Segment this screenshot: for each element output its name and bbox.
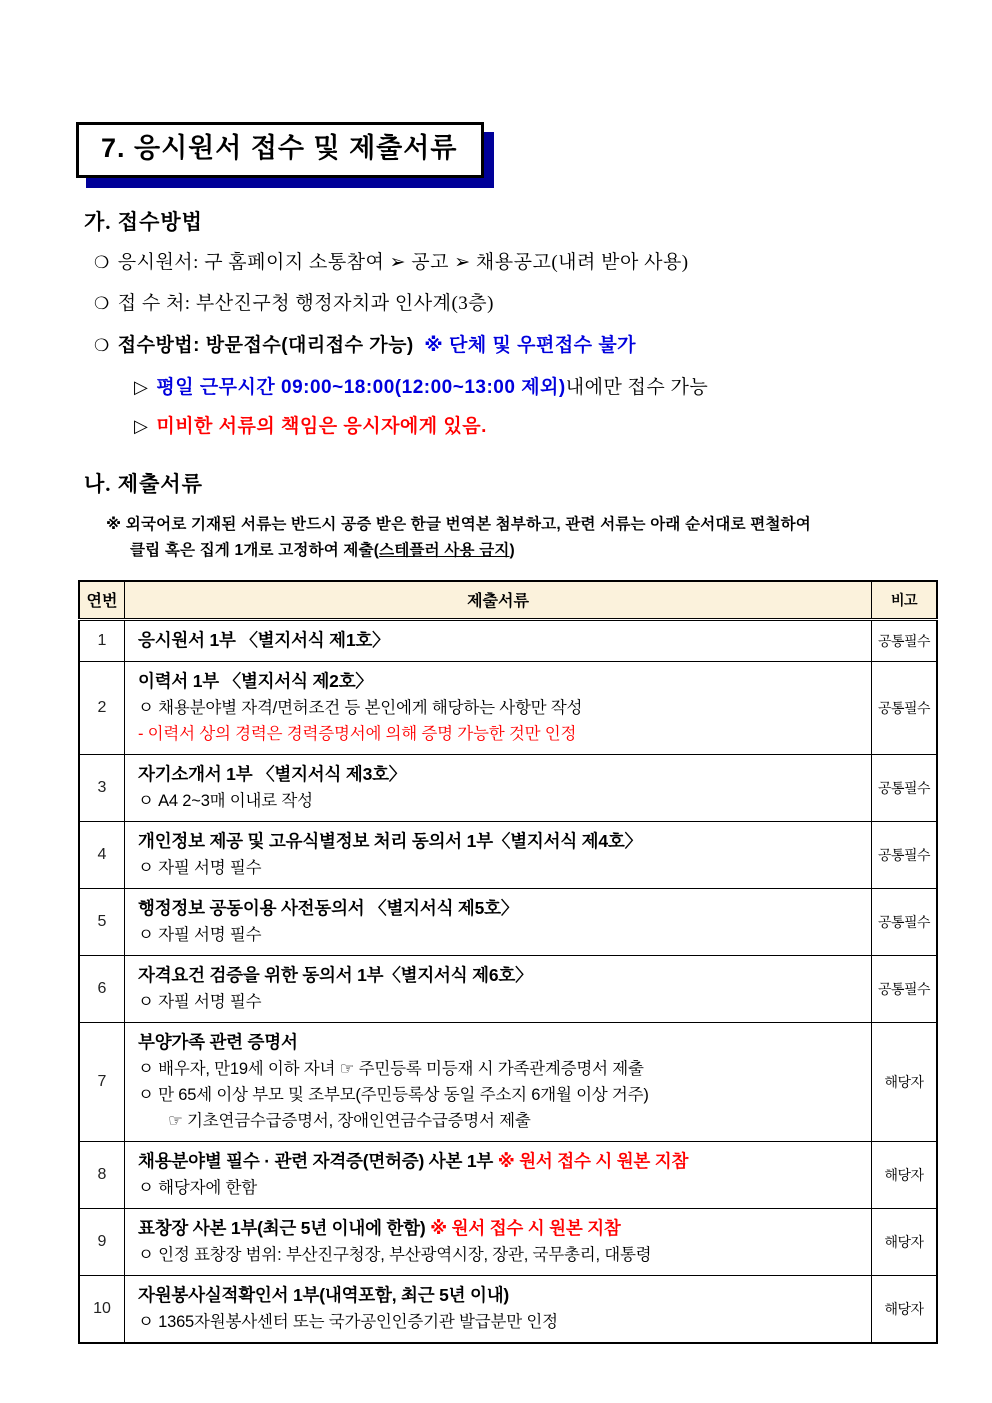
table-row [79, 661, 937, 754]
row-documents [125, 1275, 872, 1343]
row-remark: 해당자 [872, 1275, 938, 1343]
header-number: 연번 [79, 581, 125, 620]
circle-bullet-icon: ❍ [94, 335, 110, 355]
row-documents [125, 661, 872, 754]
note-line-2 [106, 538, 936, 564]
doc-line-sub: ㅇ 인정 표창장 범위: 부산진구청장, 부산광역시장, 장관, 국무총리, 대통령 [138, 1245, 652, 1264]
doc-line-indent: ☞ 기초연금수급증명서, 장애인연금수급증명서 제출 [168, 1111, 531, 1130]
documents-table-head [79, 581, 937, 620]
doc-line-sub: ㅇ 자필 서명 필수 [138, 858, 262, 877]
bring-original-note: ※ 원서 접수 시 원본 지참 [493, 1150, 689, 1171]
row-number: 7 [79, 1022, 125, 1141]
doc-line-sub: ㅇ 1365자원봉사센터 또는 국가공인인증기관 발급분만 인정 [138, 1312, 558, 1331]
section-b-heading: 나. 제출서류 [84, 471, 203, 496]
row-remark: 공통필수 [872, 619, 938, 661]
row-documents [125, 619, 872, 661]
note-text-2: 클립 혹은 집게 1개로 고정하여 제출( [130, 541, 380, 559]
doc-line-title: 자격요건 검증을 위한 동의서 1부〈별지서식 제6호〉 [138, 964, 533, 985]
header-row [79, 581, 937, 620]
row-number: 6 [79, 955, 125, 1022]
bullet-application-form [94, 250, 936, 276]
doc-line-title: 자기소개서 1부 〈별지서식 제3호〉 [138, 763, 407, 784]
reference-mark-icon: ※ [106, 515, 122, 533]
row-number: 9 [79, 1208, 125, 1275]
row-number: 5 [79, 888, 125, 955]
documents-table-body [79, 619, 937, 1343]
triangle-bullet-icon: ▷ [134, 416, 149, 437]
row-remark: 공통필수 [872, 821, 938, 888]
subitem-responsibility [134, 414, 936, 440]
table-row [79, 1141, 937, 1208]
row-remark: 공통필수 [872, 754, 938, 821]
table-row [79, 1208, 937, 1275]
row-remark: 공통필수 [872, 888, 938, 955]
office-hours-text: 평일 근무시간 09:00~18:00(12:00~13:00 제외) [156, 376, 566, 398]
table-row [79, 1275, 937, 1343]
submission-note [106, 512, 936, 564]
doc-line-red: - 이력서 상의 경력은 경력증명서에 의해 증명 가능한 것만 인정 [138, 724, 577, 743]
page-title: 7. 응시원서 접수 및 제출서류 [76, 122, 484, 178]
doc-line-title: 행정정보 공동이용 사전동의서 〈별지서식 제5호〉 [138, 897, 519, 918]
row-documents [125, 1208, 872, 1275]
table-row [79, 955, 937, 1022]
row-documents [125, 955, 872, 1022]
subitem-office-hours [134, 375, 936, 401]
bullet-reception-place [94, 291, 936, 317]
row-remark: 해당자 [872, 1141, 938, 1208]
table-row [79, 821, 937, 888]
doc-line-sub: ㅇ 자필 서명 필수 [138, 925, 262, 944]
doc-line-title: 응시원서 1부 〈별지서식 제1호〉 [138, 629, 390, 650]
doc-line-sub: ㅇ A4 2~3매 이내로 작성 [138, 791, 313, 810]
section-a-heading: 가. 접수방법 [84, 209, 203, 234]
bring-original-note: ※ 원서 접수 시 원본 지참 [425, 1217, 621, 1238]
row-number: 10 [79, 1275, 125, 1343]
row-number: 1 [79, 619, 125, 661]
table-row [79, 619, 937, 661]
circle-bullet-icon: ❍ [94, 294, 110, 314]
note-text-1: 외국어로 기재된 서류는 반드시 공증 받은 한글 번역본 첨부하고, 관련 서류는 아래 순서대로 편철하여 [125, 515, 811, 533]
doc-line-title: 자원봉사실적확인서 1부(내역포함, 최근 5년 이내) [138, 1284, 510, 1305]
row-remark: 해당자 [872, 1208, 938, 1275]
no-stapler-text: 스테플러 사용 금지 [379, 541, 510, 559]
row-remark: 공통필수 [872, 661, 938, 754]
bullet-bold-text: 접수방법: 방문접수(대리접수 가능) [117, 334, 414, 356]
doc-line-sub: ㅇ 해당자에 한함 [138, 1178, 257, 1197]
office-hours-rest: 내에만 접수 가능 [565, 376, 709, 398]
row-documents [125, 1022, 872, 1141]
doc-line-title: 개인정보 제공 및 고유식별정보 처리 동의서 1부〈별지서식 제4호〉 [138, 830, 642, 851]
doc-line-title: 이력서 1부 〈별지서식 제2호〉 [138, 670, 373, 691]
documents-table [78, 580, 938, 1344]
row-number: 3 [79, 754, 125, 821]
row-number: 4 [79, 821, 125, 888]
doc-line-sub: ㅇ 자필 서명 필수 [138, 992, 262, 1011]
bullet-text: 응시원서: 구 홈페이지 소통참여 ➢ 공고 ➢ 채용공고(내려 받아 사용) [117, 251, 689, 273]
doc-line-sub: ㅇ 만 65세 이상 부모 및 조부모(주민등록상 동일 주소지 6개월 이상 거주) [138, 1085, 649, 1104]
bullet-text: 접 수 처: 부산진구청 행정자치과 인사계(3층) [117, 293, 494, 315]
section-a-bullets [94, 250, 936, 440]
triangle-bullet-icon: ▷ [134, 376, 149, 397]
note-text-2-suffix: ) [509, 541, 515, 559]
table-row [79, 1022, 937, 1141]
row-remark: 공통필수 [872, 955, 938, 1022]
table-row [79, 754, 937, 821]
section-title-banner [76, 122, 484, 178]
row-documents [125, 888, 872, 955]
row-documents [125, 754, 872, 821]
header-remark: 비고 [872, 581, 938, 620]
circle-bullet-icon: ❍ [94, 252, 110, 272]
no-mail-note: ※ 단체 및 우편접수 불가 [424, 334, 637, 356]
row-documents [125, 821, 872, 888]
row-number: 8 [79, 1141, 125, 1208]
row-remark: 해당자 [872, 1022, 938, 1141]
doc-line-sub: ㅇ 배우자, 만19세 이하 자녀 ☞ 주민등록 미등재 시 가족관계증명서 제출 [138, 1059, 644, 1078]
doc-line-title: 부양가족 관련 증명서 [138, 1031, 298, 1052]
header-documents: 제출서류 [125, 581, 872, 620]
note-line-1 [106, 512, 936, 538]
row-documents [125, 1141, 872, 1208]
table-row [79, 888, 937, 955]
doc-line-title: 표창장 사본 1부(최근 5년 이내에 한함) ※ 원서 접수 시 원본 지참 [138, 1217, 621, 1238]
bullet-reception-method [94, 333, 936, 359]
doc-line-title: 채용분야별 필수 · 관련 자격증(면허증) 사본 1부 ※ 원서 접수 시 원본 지참 [138, 1150, 689, 1171]
section-a-subitems [134, 375, 936, 440]
doc-line-sub: ㅇ 채용분야별 자격/면허조건 등 본인에게 해당하는 사항만 작성 [138, 698, 583, 717]
row-number: 2 [79, 661, 125, 754]
responsibility-warning-text: 미비한 서류의 책임은 응시자에게 있음. [156, 416, 487, 438]
